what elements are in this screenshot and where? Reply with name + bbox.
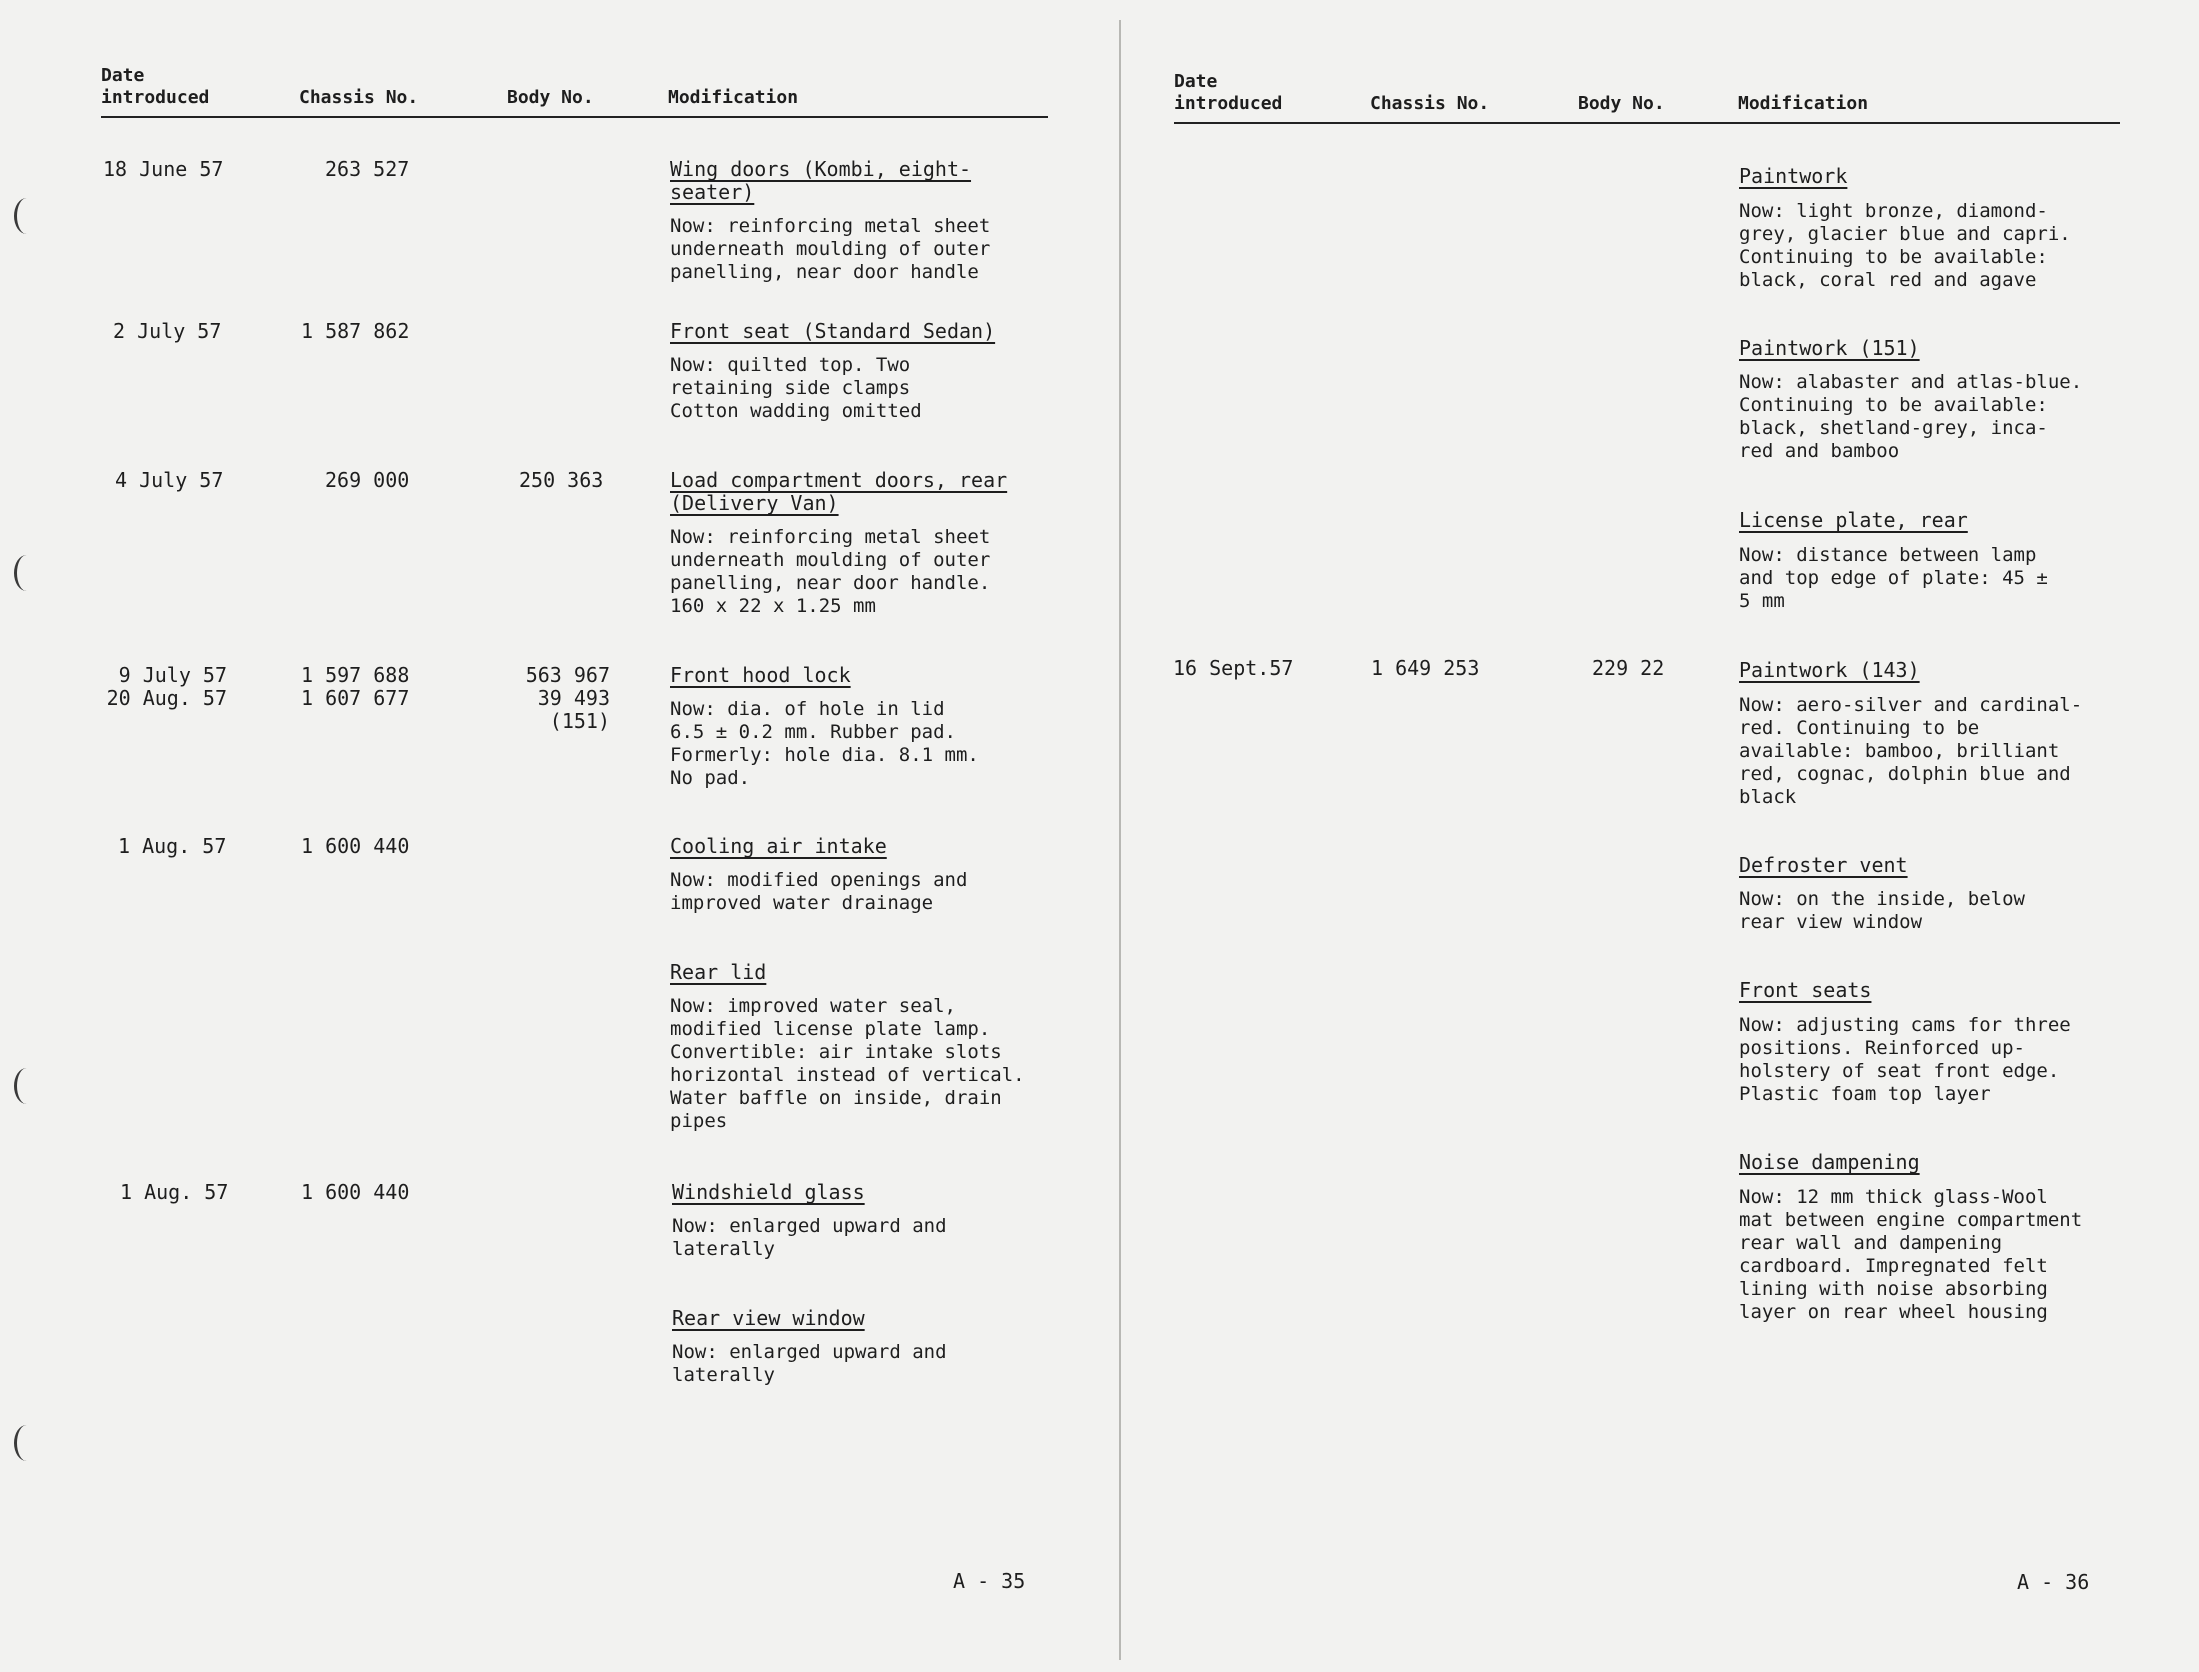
modification-text: Now: dia. of hole in lid 6.5 ± 0.2 mm. Rubber pad. Formerly: hole dia. 8.1 mm. No pad. <box>670 698 979 789</box>
modification-title: Front hood lock <box>670 663 851 687</box>
header-modification: Modification <box>1738 93 1869 114</box>
modification-title: Windshield glass <box>672 1180 865 1204</box>
punch-hole <box>14 1068 39 1104</box>
modification-text: Now: on the inside, below rear view window <box>1739 888 2025 933</box>
punch-hole <box>14 198 39 234</box>
row-date: 9 July 57 20 Aug. 57 <box>106 663 227 710</box>
row-chassis: 1 587 862 <box>301 319 410 343</box>
row-date: 16 Sept.57 <box>1173 656 1294 680</box>
row-date: 18 June 57 <box>103 157 224 181</box>
header-chassis: Chassis No. <box>299 87 419 108</box>
header-body: Body No. <box>1578 93 1665 114</box>
row-chassis: 1 649 253 <box>1371 656 1480 680</box>
modification-text: Now: 12 mm thick glass-Wool mat between engine compartment rear wall and dampening cardboard. Impregnated felt lining with noise absorbing layer on rear wheel housing <box>1739 1186 2083 1323</box>
modification-text: Now: modified openings and improved water drainage <box>670 869 968 914</box>
punch-hole <box>14 555 39 591</box>
row-chassis: 1 600 440 <box>301 834 410 858</box>
modification-text: Now: enlarged upward and laterally <box>672 1341 947 1386</box>
row-date: 4 July 57 <box>115 468 224 492</box>
modification-title: Front seats <box>1739 978 1872 1002</box>
modification-title: Rear view window <box>672 1306 865 1330</box>
modification-text: Now: adjusting cams for three positions. Reinforced up- holstery of seat front edge. Plastic foam top layer <box>1739 1014 2071 1105</box>
row-body: 229 22 <box>1592 656 1665 680</box>
modification-title: License plate, rear <box>1739 508 1968 532</box>
header-body: Body No. <box>507 87 594 108</box>
right-page <box>1121 0 2199 1672</box>
header-rule <box>101 116 1048 118</box>
modification-text: Now: reinforcing metal sheet underneath moulding of outer panelling, near door handle <box>670 215 991 283</box>
page-number: A - 35 <box>953 1569 1026 1593</box>
modification-title: Paintwork (151) <box>1739 336 1920 360</box>
modification-text: Now: alabaster and atlas-blue. Continuing to be available: black, shetland-grey, inca- red and bamboo <box>1739 371 2083 462</box>
header-date: Date introduced <box>1174 71 1283 114</box>
modification-text: Now: enlarged upward and laterally <box>672 1215 947 1260</box>
modification-text: Now: aero-silver and cardinal- red. Continuing to be available: bamboo, brilliant red, cognac, dolphin blue and black <box>1739 694 2083 808</box>
modification-title: Paintwork (143) <box>1739 658 1920 682</box>
row-date: 2 July 57 <box>113 319 222 343</box>
punch-hole <box>14 1425 39 1461</box>
modification-title: Defroster vent <box>1739 853 1908 877</box>
modification-text: Now: improved water seal, modified license plate lamp. Convertible: air intake slots horizontal instead of vertical. Water baffle on inside, drain pipes <box>670 995 1025 1132</box>
modification-text: Now: distance between lamp and top edge of plate: 45 ± 5 mm <box>1739 544 2048 612</box>
page-number: A - 36 <box>2017 1570 2090 1594</box>
header-rule <box>1174 122 2120 124</box>
header-modification: Modification <box>668 87 799 108</box>
modification-title: Front seat (Standard Sedan) <box>670 319 996 343</box>
modification-title: Paintwork <box>1739 164 1848 188</box>
row-chassis: 263 527 <box>325 157 410 181</box>
modification-title: Wing doors (Kombi, eight- seater) <box>670 157 972 204</box>
modification-title: Rear lid <box>670 960 767 984</box>
row-date: 1 Aug. 57 <box>118 834 227 858</box>
row-body: 563 967 39 493 (151) <box>525 663 610 733</box>
modification-title: Cooling air intake <box>670 834 887 858</box>
header-chassis: Chassis No. <box>1370 93 1490 114</box>
modification-text: Now: light bronze, diamond- grey, glacier blue and capri. Continuing to be available: black, coral red and agave <box>1739 200 2071 291</box>
modification-title: Noise dampening <box>1739 1150 1920 1174</box>
modification-text: Now: quilted top. Two retaining side clamps Cotton wadding omitted <box>670 354 922 422</box>
row-chassis: 269 000 <box>325 468 410 492</box>
row-body: 250 363 <box>519 468 604 492</box>
row-chassis: 1 600 440 <box>301 1180 410 1204</box>
row-chassis: 1 597 688 1 607 677 <box>301 663 410 710</box>
modification-title: Load compartment doors, rear (Delivery Van) <box>670 468 1008 515</box>
modification-text: Now: reinforcing metal sheet underneath moulding of outer panelling, near door handle. 160 x 22 x 1.25 mm <box>670 526 991 617</box>
header-date: Date introduced <box>101 65 210 108</box>
row-date: 1 Aug. 57 <box>120 1180 229 1204</box>
